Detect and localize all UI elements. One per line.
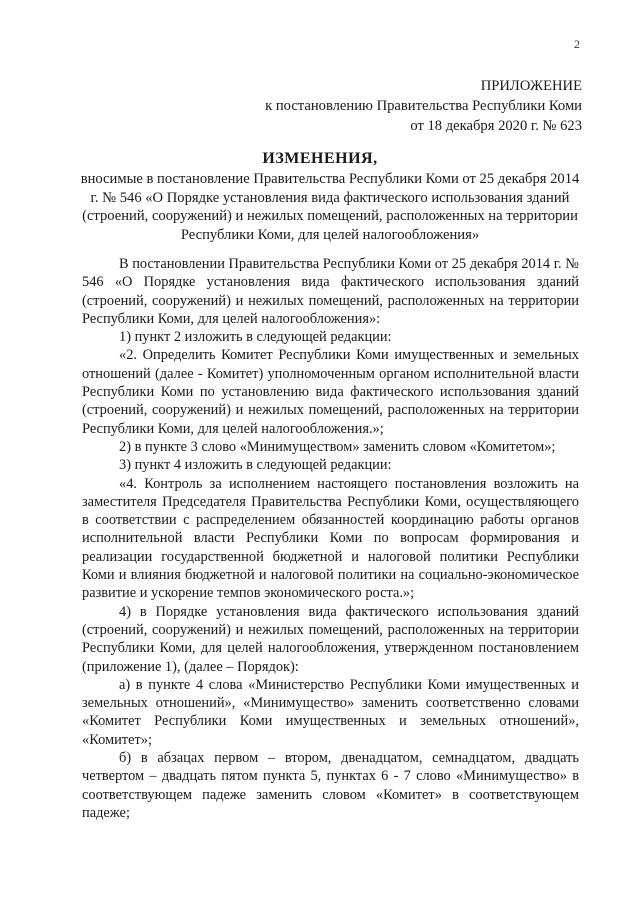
appendix-title: ПРИЛОЖЕНИЕ bbox=[480, 78, 582, 94]
paragraph-item-2: 2) в пункте 3 слово «Минимуществом» заменить словом «Комитетом»; bbox=[119, 438, 556, 455]
page-number: 2 bbox=[574, 37, 580, 51]
paragraph-item-4a: а) в пункте 4 слова «Министерство Республики Коми имущественных и земельных отношений», «Минимущество» заменить соответственно словами «Комитет Республики Коми имущественных и земельных отношений», «Комитет»; bbox=[82, 676, 579, 748]
appendix-resolution-ref: к постановлению Правительства Республики Коми bbox=[265, 98, 582, 114]
paragraph-quote-4: «4. Контроль за исполнением настоящего постановления возложить на заместителя Председателя Правительства Республики Коми, осуществляющего в соответствии с распределением обязанностей координацию работы органов исполнительной власти Республики Коми по вопросам формирования и реализации государственной бюджетной и налоговой политики Республики Коми и влияния бюджетной и налоговой политики на социально-экономическое развитие и ускорение темпов экономического роста.»; bbox=[82, 475, 579, 602]
document-subtitle: вносимые в постановление Правительства Республики Коми от 25 декабря 2014 г. № 546 «О Порядке установления вида фактического использования зданий (строений, сооружений) и нежилых помещений, расположенных на территории Республики Коми, для целей налогообложения» bbox=[80, 171, 580, 243]
paragraph-item-4b: б) в абзацах первом – втором, двенадцатом, семнадцатом, двадцать четвертом – двадцать пятом пункта 5, пунктах 6 - 7 слово «Минимущество» в соответствующем падеже заменить словом «Комитет» в соответствующем падеже; bbox=[82, 750, 579, 821]
paragraph-quote-2: «2. Определить Комитет Республики Коми имущественных и земельных отношений (далее - Комитет) уполномоченным органом исполнительной власти Республики Коми по установлению вида фактического использования зданий (строений, сооружений) и нежилых помещений, расположенных на территории Республики Коми, для целей налогообложения.»; bbox=[82, 347, 579, 437]
document-title: ИЗМЕНЕНИЯ, bbox=[262, 150, 378, 167]
paragraph-item-4: 4) в Порядке установления вида фактического использования зданий (строений, сооружений) и нежилых помещений, расположенных на территории Республики Коми, для целей налогообложения, утвержденном постановлением (приложение 1), (далее – Порядок): bbox=[82, 603, 579, 675]
paragraph-intro: В постановлении Правительства Республики Коми от 25 декабря 2014 г. № 546 «О Порядке установления вида фактического использования зданий (строений, сооружений) и нежилых помещений, расположенных на территории Республики Коми, для целей налогообложения»: bbox=[82, 256, 579, 327]
paragraph-item-1: 1) пункт 2 изложить в следующей редакции: bbox=[119, 329, 392, 346]
document-body bbox=[82, 255, 579, 822]
appendix-block bbox=[265, 76, 582, 136]
paragraph-item-3: 3) пункт 4 изложить в следующей редакции: bbox=[119, 457, 392, 474]
appendix-date-number: от 18 декабря 2020 г. № 623 bbox=[410, 118, 582, 134]
